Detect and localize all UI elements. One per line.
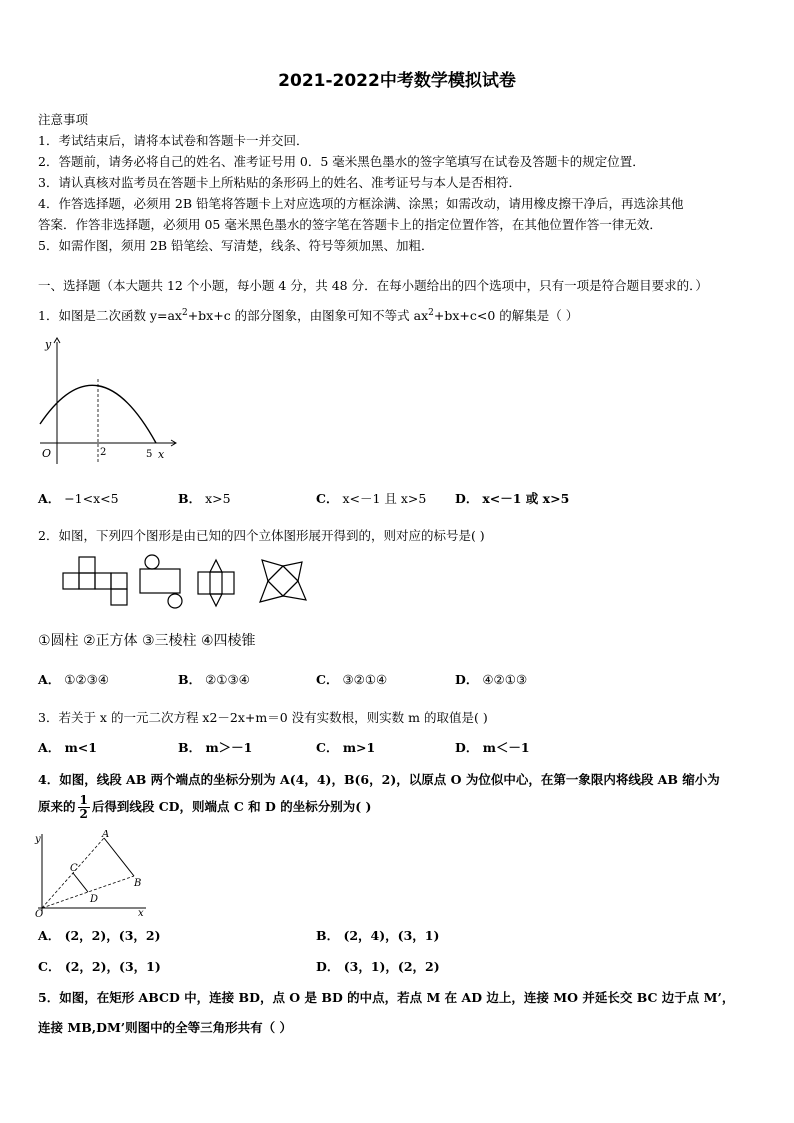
axis-y-label: y: [45, 338, 52, 351]
q4-option-d[interactable]: D． (3，1)，(2，2): [316, 959, 440, 974]
q2-option-b[interactable]: B． ②①③④: [178, 672, 250, 687]
origin-label: O: [35, 909, 44, 918]
q1-option-b[interactable]: B． x>5: [178, 491, 231, 506]
question-4-stem-line2: 原来的 $\frac{1}{2}$ 后得到线段 CD，则端点 C 和 D 的坐标分别为( ): [38, 793, 372, 821]
q2-option-d[interactable]: D． ④②①③: [455, 672, 528, 687]
question-5-stem-line1: 5．如图，在矩形 ABCD 中，连接 BD，点 O 是 BD 的中点，若点 M 在 AD 边上，连接 MO 并延长交 BC 边于点 M’，: [38, 990, 735, 1005]
tick-label: 2: [100, 447, 107, 458]
prism-net: [198, 560, 234, 606]
cylinder-net: [140, 555, 182, 608]
q4-option-a[interactable]: A． (2，2)，(3，2): [38, 928, 161, 943]
q1-option-c[interactable]: C． x<－1 且 x>5: [316, 491, 427, 506]
pyramid-net: [260, 560, 306, 602]
q3-option-b[interactable]: B． m＞－1: [178, 740, 253, 755]
q1-option-a[interactable]: A． −1<x<5: [38, 491, 119, 506]
question-3-stem: 3．若关于 x 的一元二次方程 x2－2x+m＝0 没有实数根，则实数 m 的取值是( ): [38, 710, 488, 725]
notice-item: 4．作答选择题，必须用 2B 铅笔将答题卡上对应选项的方框涂满、涂黑；如需改动，请用橡皮擦干净后，再选涂其他: [38, 196, 684, 211]
q3-option-c[interactable]: C． m>1: [316, 740, 376, 755]
axis-y-label: y: [35, 834, 41, 845]
page-title: 2021-2022中考数学模拟试卷: [278, 71, 516, 91]
notice-heading: 注意事项: [38, 112, 89, 127]
q4-option-c[interactable]: C． (2，2)，(3，1): [38, 959, 161, 974]
similar-segment-graph: [34, 830, 149, 918]
section-heading: 一、选择题（本大题共 12 个小题，每小题 4 分，共 48 分．在每小题给出的四个选项中，只有一项是符合题目要求的．）: [38, 278, 708, 293]
tick-label: 5: [146, 449, 153, 460]
notice-item: 2．答题前，请务必将自己的姓名、准考证号用 0．5 毫米黑色墨水的签字笔填写在试卷及答题卡的规定位置．: [38, 154, 645, 169]
notice-item: 1．考试结束后，请将本试卷和答题卡一并交回．: [38, 133, 309, 148]
notice-item: 5．如需作图，须用 2B 铅笔绘、写清楚，线条、符号等须加黑、加粗．: [38, 238, 434, 253]
point-d-label: D: [90, 894, 99, 905]
parabola-graph: [34, 334, 184, 474]
fraction-half: $\frac{1}{2}$: [79, 793, 88, 821]
q3-option-d[interactable]: D． m＜－1: [455, 740, 530, 755]
notice-item: 答案．作答非选择题，必须用 05 毫米黑色墨水的签字笔在答题卡上的指定位置作答，在其他位置作答一律无效．: [38, 217, 662, 232]
axis-x-label: x: [138, 908, 144, 918]
cube-net: [63, 557, 127, 605]
q2-option-c[interactable]: C． ③②①④: [316, 672, 388, 687]
point-c-label: C: [70, 863, 78, 874]
notice-item: 3．请认真核对监考员在答题卡上所粘贴的条形码上的姓名、准考证号与本人是否相符．: [38, 175, 521, 190]
question-5-stem-line2: 连接 MB,DM’则图中的全等三角形共有（ ）: [38, 1020, 292, 1035]
net-figures: [58, 554, 318, 614]
q4-option-b[interactable]: B． (2，4)，(3，1): [316, 928, 440, 943]
question-1-stem: 1．如图是二次函数 $y=ax^2+bx+c$ 的部分图象，由图象可知不等式 $ax^2+bx+c<0$ 的解集是（ ）: [38, 307, 579, 323]
point-a-label: A: [102, 830, 110, 840]
axis-x-label: x: [158, 448, 165, 461]
point-b-label: B: [134, 878, 142, 889]
q3-option-a[interactable]: A． m<1: [38, 740, 97, 755]
origin-label: O: [42, 447, 52, 460]
solid-labels: ①圆柱 ②正方体 ③三棱柱 ④四棱锥: [38, 633, 256, 649]
question-4-stem-line1: 4．如图，线段 AB 两个端点的坐标分别为 A(4，4)，B(6，2)，以原点 O 为位似中心，在第一象限内将线段 AB 缩小为: [38, 772, 720, 787]
question-2-stem: 2．如图，下列四个图形是由已知的四个立体图形展开得到的，则对应的标号是( ): [38, 528, 485, 543]
q1-option-d[interactable]: D． x<－1 或 x>5: [455, 491, 570, 506]
q2-option-a[interactable]: A． ①②③④: [38, 672, 110, 687]
